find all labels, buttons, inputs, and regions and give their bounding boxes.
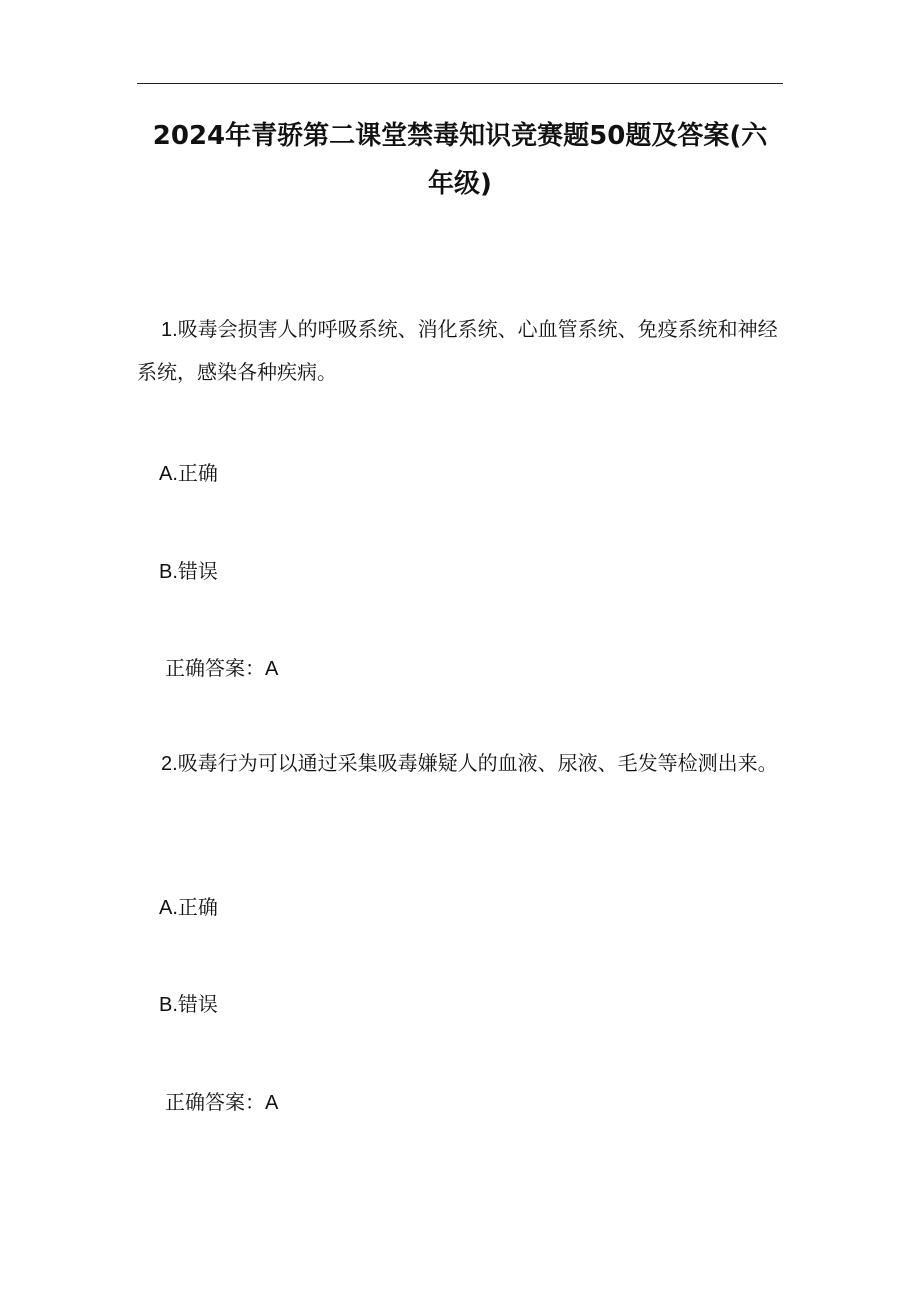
option-letter: A. [159,463,178,485]
question-1-option-b [159,557,218,586]
option-text: 正确 [177,461,218,485]
question-1-body: 吸毒会损害人的呼吸系统、消化系统、心血管系统、免疫系统和神经系统，感染各种疾病。 [137,317,778,384]
question-1-text [137,308,783,393]
option-letter: B. [159,561,178,583]
answer-value: A [265,1092,279,1114]
question-1-number: 1. [161,319,178,341]
document-title [137,112,783,208]
question-2-answer [165,1088,278,1117]
question-1-option-a [159,459,218,488]
question-2-option-a [159,893,218,922]
answer-label: 正确答案： [165,656,265,680]
header-rule [137,83,783,84]
answer-value: A [265,658,279,680]
question-1-answer [165,654,278,683]
question-2-text [137,742,783,785]
title-line-1: 2024年青骄第二课堂禁毒知识竞赛题50题及答案(六 [152,121,768,151]
option-text: 正确 [177,895,218,919]
question-2-body: 吸毒行为可以通过采集吸毒嫌疑人的血液、尿液、毛发等检测出来。 [177,751,778,775]
option-text: 错误 [177,992,218,1016]
option-letter: A. [159,897,178,919]
option-letter: B. [159,994,178,1016]
answer-label: 正确答案： [165,1090,265,1114]
question-2-number: 2. [161,753,178,775]
title-line-2: 年级) [428,169,492,199]
option-text: 错误 [177,559,218,583]
question-2-option-b [159,990,218,1019]
